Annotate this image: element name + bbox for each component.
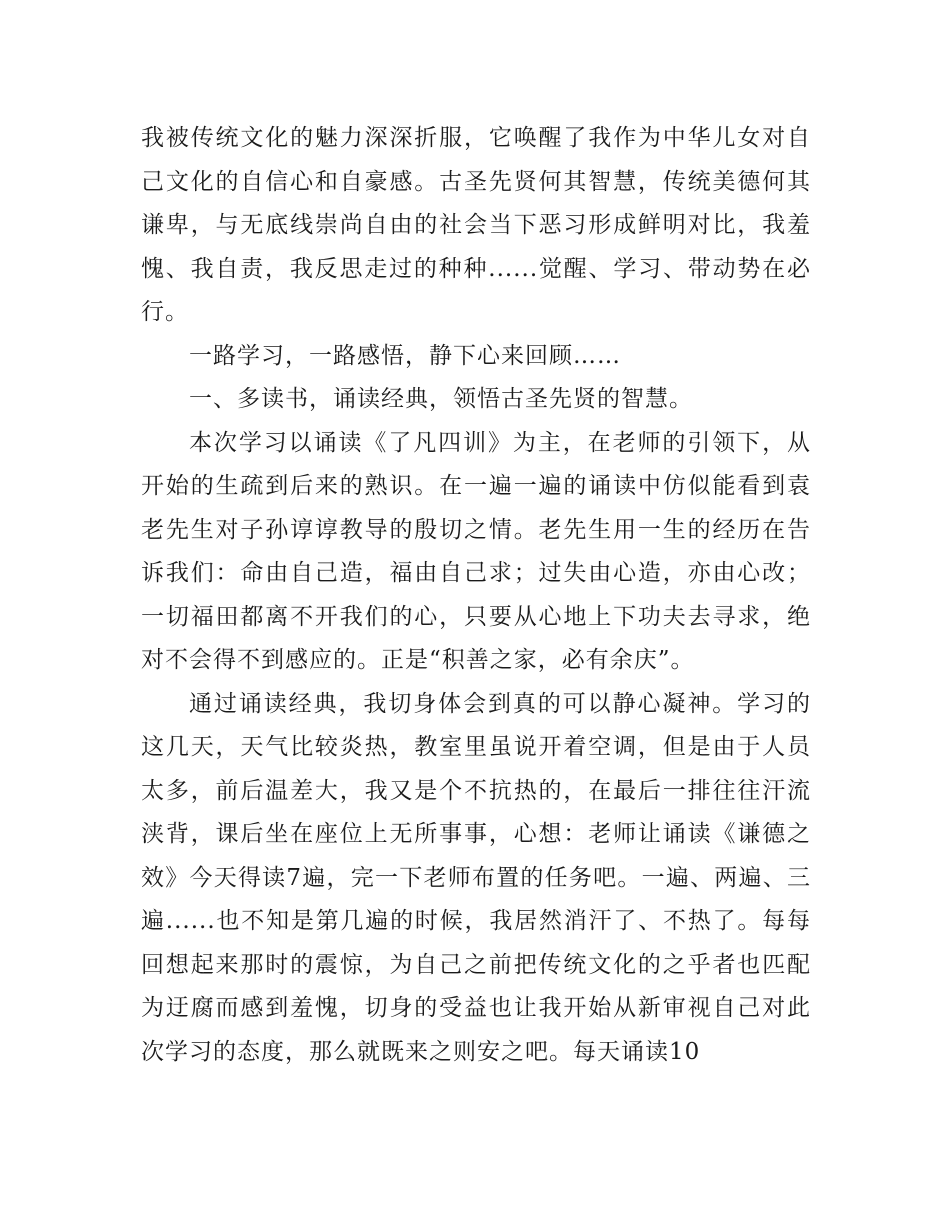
paragraph-4: 通过诵读经典，我切身体会到真的可以静心凝神。学习的这几天，天气比较炎热，教室里虽说开着空调，但是由于人员太多，前后温差大，我又是个不抗热的，在最后一排往往汗流浃背，课后坐在座位上无所事事，心想：老师让诵读《谦德之效》今天得读7遍，完一下老师布置的任务吧。一遍、两遍、三遍......也不知是第几遍的时候，我居然消汗了、不热了。每每回想起来那时的震惊，为自己之前把传统文化的之乎者也匹配为迂腐而感到羞愧，切身的受益也让我开始从新审视自己对此次学习的态度，那么就既来之则安之吧。每天诵读10 bbox=[141, 690, 811, 1065]
paragraph-3: 本次学习以诵读《了凡四训》为主，在老师的引领下，从开始的生疏到后来的熟识。在一遍一遍的诵读中仿似能看到袁老先生对子孙谆谆教导的殷切之情。老先生用一生的经历在告诉我们：命由自己造，福由自己求；过失由心造，亦由心改；一切福田都离不开我们的心，只要从心地上下功夫去寻求，绝对不会得不到感应的。正是“积善之家，必有余庆”。 bbox=[141, 429, 811, 673]
section-heading: 一、多读书，诵读经典，领悟古圣先贤的智慧。 bbox=[189, 386, 693, 412]
paragraph-1: 我被传统文化的魅力深深折服，它唤醒了我作为中华儿女对自己文化的自信心和自豪感。古圣先贤何其智慧，传统美德何其谦卑，与无底线崇尚自由的社会当下恶习形成鲜明对比，我羞愧、我自责，我反思走过的种种......觉醒、学习、带动势在必行。 bbox=[141, 125, 811, 325]
document-body bbox=[141, 117, 811, 1074]
paragraph-2: 一路学习，一路感悟，静下心来回顾…… bbox=[189, 342, 621, 369]
